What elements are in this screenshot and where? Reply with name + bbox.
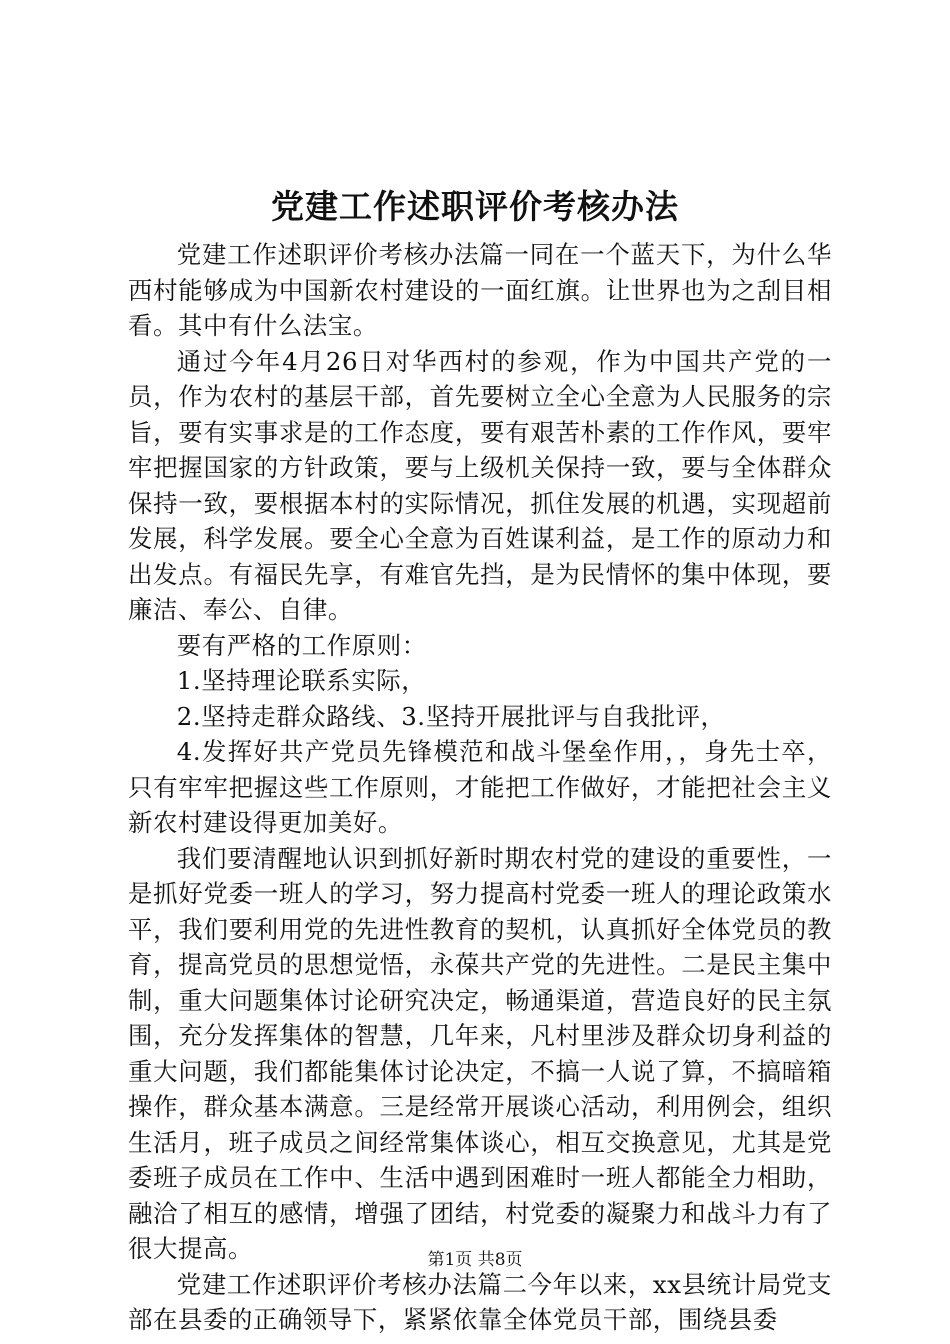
paragraph: 2.坚持走群众路线、3.坚持开展批评与自我批评， [176,701,726,731]
paragraph: 我们要清醒地认识到抓好新时期农村党的建设的重要性，一是抓好党委一班人的学习，努力提高村党委一班人的理论政策水平，我们要利用党的先进性教育的契机，认真抓好全体党员的教育，提高党员的思想觉悟，永葆共产党的先进性。二是民主集中制，重大问题集体讨论研究决定，畅通渠道，营造良好的民主氛围，充分发挥集体的智慧，几年来，凡村里涉及群众切身利益的重大问题，我们都能集体讨论决定，不搞一人说了算，不搞暗箱操作，群众基本满意。三是经常开展谈心活动，利用例会，组织生活月，班子成员之间经常集体谈心，相互交换意见，尤其是党委班子成员在工作中、生活中遇到困难时一班人都能全力相助，融洽了相互的感情，增强了团结，村党委的凝聚力和战斗力有了很大提高。 [128,843,832,1263]
paragraph: 党建工作述职评价考核办法篇一同在一个蓝天下，为什么华西村能够成为中国新农村建设的一面红旗。让世界也为之刮目相看。其中有什么法宝。 [128,240,832,340]
paragraph: 党建工作述职评价考核办法篇二今年以来，xx县统计局党支部在县委的正确领导下，紧紧依靠全体党员干部，围绕县委 [128,1269,832,1334]
page-number-footer: 第1页 共8页 [427,1250,523,1270]
paragraph: 1.坚持理论联系实际， [176,666,427,695]
paragraph: 要有严格的工作原则： [176,630,427,660]
document-body [128,237,832,1338]
paragraph: 4.发挥好共产党员先锋模范和战斗堡垒作用，，身先士卒，只有牢牢把握这些工作原则，才能把工作做好，才能把社会主义新农村建设得更加美好。 [128,737,832,837]
paragraph: 通过今年4月26日对华西村的参观，作为中国共产党的一员，作为农村的基层干部，首先要树立全心全意为人民服务的宗旨，要有实事求是的工作态度，要有艰苦朴素的工作作风，要牢牢把握国家的方针政策，要与上级机关保持一致，要与全体群众保持一致，要根据本村的实际情况，抓住发展的机遇，实现超前发展，科学发展。要全心全意为百姓谋利益，是工作的原动力和出发点。有福民先享，有难官先挡，是为民情怀的集中体现，要廉洁、奉公、自律。 [128,346,832,624]
document-title: 党建工作述职评价考核办法 [271,187,679,226]
